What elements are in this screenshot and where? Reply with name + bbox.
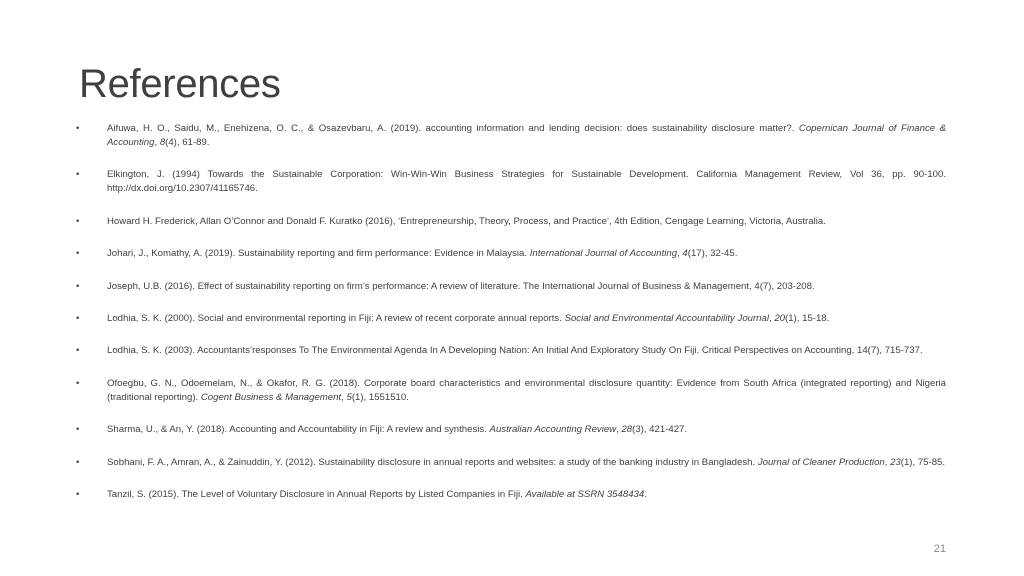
reference-italic-segment: Australian Accounting Review [489, 424, 617, 436]
reference-segment: Ofoegbu, G. N., Odoemelam, N., & Okafor, R. G. (2018). Corporate board characteristics and environmental disclosure quantity: Evidence from South Africa (integrated reporting) and Nigeria (traditional reporting). [107, 377, 946, 403]
reference-segment: Joseph, U.B. (2016). Effect of sustainability reporting on firm’s performance: A review of literature. The International Journal of Business & Management, 4(7), 203-208. [107, 280, 815, 292]
reference-text [107, 281, 815, 292]
reference-segment: (4), 61-89. [165, 137, 210, 148]
reference-item [76, 456, 946, 470]
reference-italic-segment: 8 [159, 137, 166, 148]
reference-segment: (1), 15-18. [785, 312, 830, 324]
reference-item [76, 215, 946, 229]
reference-text [107, 169, 946, 194]
reference-item [76, 377, 946, 405]
reference-italic-segment: Available at SSRN 3548434 [525, 488, 645, 500]
reference-item [76, 312, 946, 326]
reference-italic-segment: 5 [346, 391, 352, 403]
bullet-icon: • [76, 345, 80, 357]
reference-text [107, 313, 829, 324]
reference-segment: , [341, 391, 347, 403]
bullet-icon: • [76, 280, 80, 292]
reference-segment: , [616, 424, 622, 436]
reference-segment: Howard H. Frederick, Allan O’Connor and Donald F. Kuratko (2016), ‘Entrepreneurship, Theory, Process, and Practice’, 4th Edition, Cengage Learning, Victoria, Australia. [107, 215, 826, 227]
references-list [76, 122, 946, 520]
reference-segment: Lodhia, S. K. (2000). Social and environmental reporting in Fiji: A review of recent corporate annual reports. [107, 312, 565, 324]
reference-text [107, 248, 737, 259]
reference-item [76, 488, 946, 502]
reference-segment: (3), 421-427. [632, 424, 688, 436]
reference-italic-segment: 28 [621, 424, 633, 436]
reference-text [107, 489, 647, 500]
reference-segment: Lodhia, S. K. (2003). Accountants’responses To The Environmental Agenda In A Developing Nation: An Initial And Exploratory Study On Fiji. Critical Perspectives on Accounting, 14(7), 715-737. [107, 345, 923, 357]
reference-text [107, 216, 826, 227]
bullet-icon: • [76, 169, 80, 181]
bullet-icon: • [76, 312, 80, 324]
reference-item [76, 247, 946, 261]
reference-segment: (1), 1551510. [351, 391, 409, 403]
slide-title: References [79, 62, 281, 106]
reference-segment: Elkington, J. (1994) Towards the Sustainable Corporation: Win-Win-Win Business Strategies for Sustainable Development. California Management Review, Vol 36, pp. 90-100. http://dx.doi.org/10.2307/41165746. [107, 169, 946, 195]
reference-italic-segment: International Journal of Accounting [529, 248, 678, 260]
reference-segment: , [884, 456, 891, 468]
reference-text [107, 378, 946, 403]
reference-item [76, 168, 946, 196]
reference-segment: (17), 32-45. [687, 248, 738, 260]
bullet-icon: • [76, 488, 80, 500]
reference-segment: . [644, 488, 647, 500]
reference-item [76, 344, 946, 358]
reference-italic-segment: Copernican Journal of Finance & Accounting [107, 123, 946, 148]
bullet-icon: • [76, 377, 80, 389]
reference-segment: , [769, 312, 775, 324]
reference-italic-segment: 20 [774, 312, 786, 324]
reference-segment: Aifuwa, H. O., Saidu, M., Enehizena, O. C., & Osazevbaru, A. (2019). accounting information and lending decision: does sustainability disclosure matter?. [107, 123, 799, 134]
reference-italic-segment: Journal of Cleaner Production [757, 456, 885, 468]
reference-segment: Johari, J., Komathy, A. (2019). Sustainability reporting and firm performance: Evidence in Malaysia. [107, 248, 530, 260]
reference-italic-segment: Cogent Business & Management [200, 391, 342, 403]
bullet-icon: • [76, 215, 80, 227]
reference-segment: Sharma, U., & An, Y. (2018). Accounting and Accountability in Fiji: A review and synthesis. [107, 424, 490, 436]
reference-item [76, 122, 946, 150]
page-number: 21 [933, 543, 946, 555]
bullet-icon: • [76, 123, 80, 134]
reference-text [107, 424, 687, 435]
reference-text [107, 345, 923, 356]
reference-item [76, 423, 946, 437]
reference-text [107, 123, 946, 148]
reference-italic-segment: 23 [890, 456, 901, 468]
bullet-icon: • [76, 248, 80, 260]
bullet-icon: • [76, 424, 80, 436]
reference-segment: (1), 75-85. [900, 456, 946, 468]
reference-segment: Sobhani, F. A., Amran, A., & Zainuddin, Y. (2012). Sustainability disclosure in annual reports and websites: a study of the banking industry in Bangladesh. [107, 456, 758, 468]
bullet-icon: • [76, 456, 80, 468]
reference-text [107, 457, 945, 468]
reference-italic-segment: 4 [682, 248, 688, 260]
reference-segment: , [677, 248, 683, 260]
reference-segment: Tanzil, S. (2015). The Level of Voluntary Disclosure in Annual Reports by Listed Companies in Fiji. [107, 488, 526, 500]
reference-item [76, 280, 946, 294]
reference-segment: , [154, 137, 160, 148]
reference-italic-segment: Social and Environmental Accountability Journal [564, 312, 769, 324]
